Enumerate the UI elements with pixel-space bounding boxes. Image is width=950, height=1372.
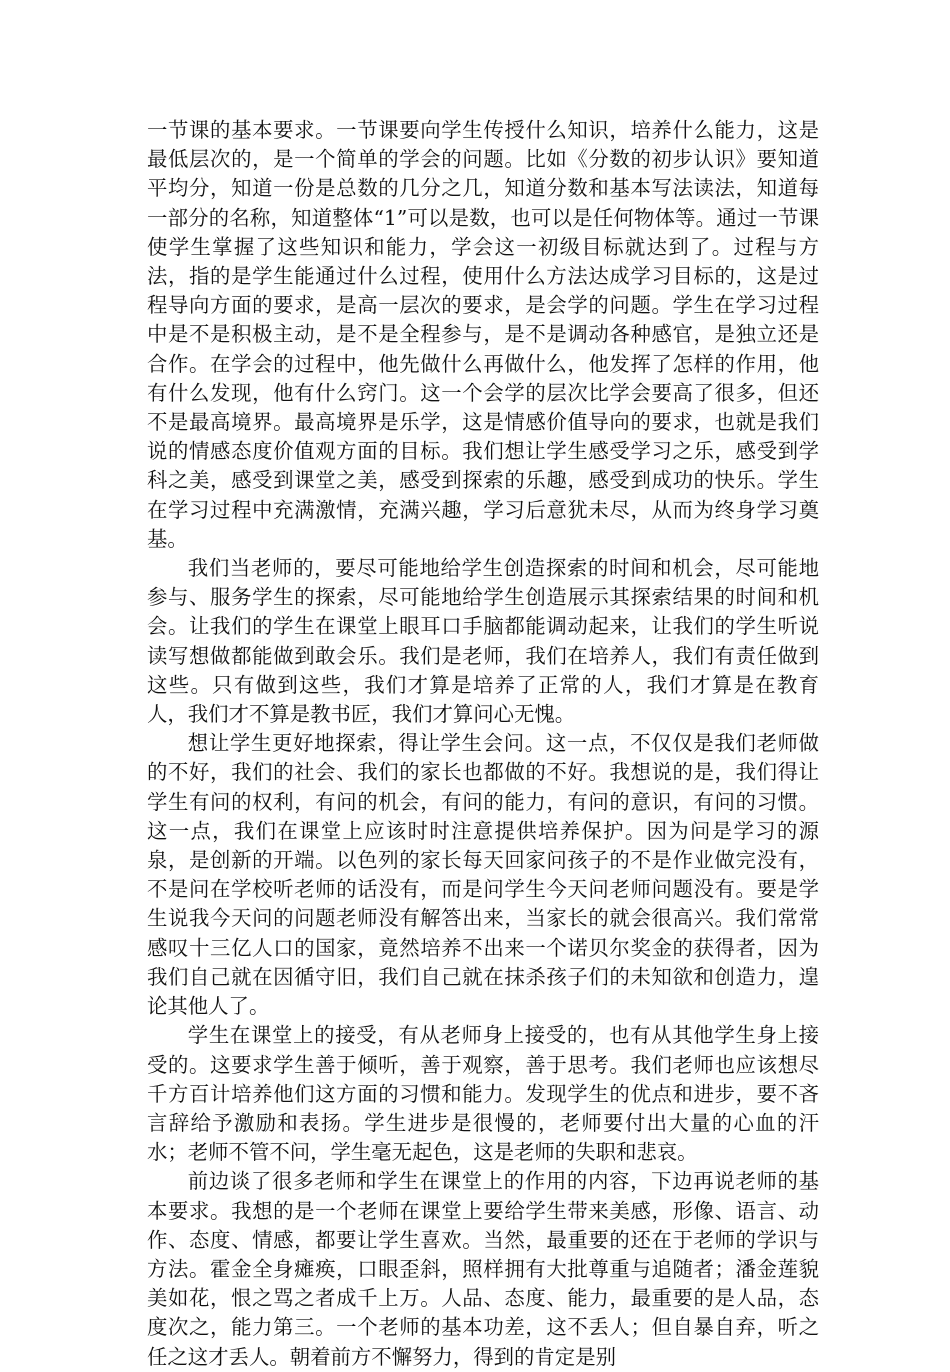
body-text (147, 116, 819, 1372)
paragraph-3: 想让学生更好地探索，得让学生会问。这一点，不仅仅是我们老师做的不好，我们的社会、我们的家长也都做的不好。我想说的是，我们得让学生有问的权利，有问的机会，有问的能力，有问的意识，有问的习惯。这一点，我们在课堂上应该时时注意提供培养保护。因为问是学习的源泉，是创新的开端。以色列的家长每天回家问孩子的不是作业做完没有，不是问在学校听老师的话没有，而是问学生今天问老师问题没有。要是学生说我今天问的问题老师没有解答出来，当家长的就会很高兴。我们常常感叹十三亿人口的国家，竟然培养不出来一个诺贝尔奖金的获得者，因为我们自己就在因循守旧，我们自己就在抹杀孩子们的未知欲和创造力，遑论其他人了。 (147, 731, 819, 1019)
paragraph-2: 我们当老师的，要尽可能地给学生创造探索的时间和机会，尽可能地参与、服务学生的探索，尽可能地给学生创造展示其探索结果的时间和机会。让我们的学生在课堂上眼耳口手脑都能调动起来，让我们的学生听说读写想做都能做到敢会乐。我们是老师，我们在培养人，我们有责任做到这些。只有做到这些，我们才算是培养了正常的人，我们才算是在教育人，我们才不算是教书匠，我们才算问心无愧。 (147, 556, 819, 727)
paragraph-1: 一节课的基本要求。一节课要向学生传授什么知识，培养什么能力，这是最低层次的，是一个简单的学会的问题。比如《分数的初步认识》要知道平均分，知道一份是总数的几分之几，知道分数和基本写法读法，知道每一部分的名称，知道整体“1”可以是数，也可以是任何物体等。通过一节课使学生掌握了这些知识和能力，学会这一初级目标就达到了。过程与方法，指的是学生能通过什么过程，使用什么方法达成学习目标的，这是过程导向方面的要求，是高一层次的要求，是会学的问题。学生在学习过程中是不是积极主动，是不是全程参与，是不是调动各种感官，是独立还是合作。在学会的过程中，他先做什么再做什么，他发挥了怎样的作用，他有什么发现，他有什么窍门。这一个会学的层次比学会要高了很多，但还不是最高境界。最高境界是乐学，这是情感价值导向的要求，也就是我们说的情感态度价值观方面的目标。我们想让学生感受学习之乐，感受到学科之美，感受到课堂之美，感受到探索的乐趣，感受到成功的快乐。学生在学习过程中充满激情，充满兴趣，学习后意犹未尽，从而为终身学习奠基。 (147, 118, 819, 551)
paragraph-5: 前边谈了很多老师和学生在课堂上的作用的内容，下边再说老师的基本要求。我想的是一个老师在课堂上要给学生带来美感，形像、语言、动作、态度、情感，都要让学生喜欢。当然，最重要的还在于老师的学识与方法。霍金全身瘫痪，口眼歪斜，照样拥有大批尊重与追随者；潘金莲貌美如花，恨之骂之者成千上万。人品、态度、能力，最重要的是人品，态度次之，能力第三。一个老师的基本功差，这不丢人；但自暴自弃，听之任之这才丢人。朝着前方不懈努力，得到的肯定是别 (147, 1169, 819, 1369)
paragraph-4: 学生在课堂上的接受，有从老师身上接受的，也有从其他学生身上接受的。这要求学生善于倾听，善于观察，善于思考。我们老师也应该想尽千方百计培养他们这方面的习惯和能力。发现学生的优点和进步，要不吝言辞给予激励和表扬。学生进步是很慢的，老师要付出大量的心血的汗水；老师不管不问，学生毫无起色，这是老师的失职和悲哀。 (147, 1023, 819, 1165)
